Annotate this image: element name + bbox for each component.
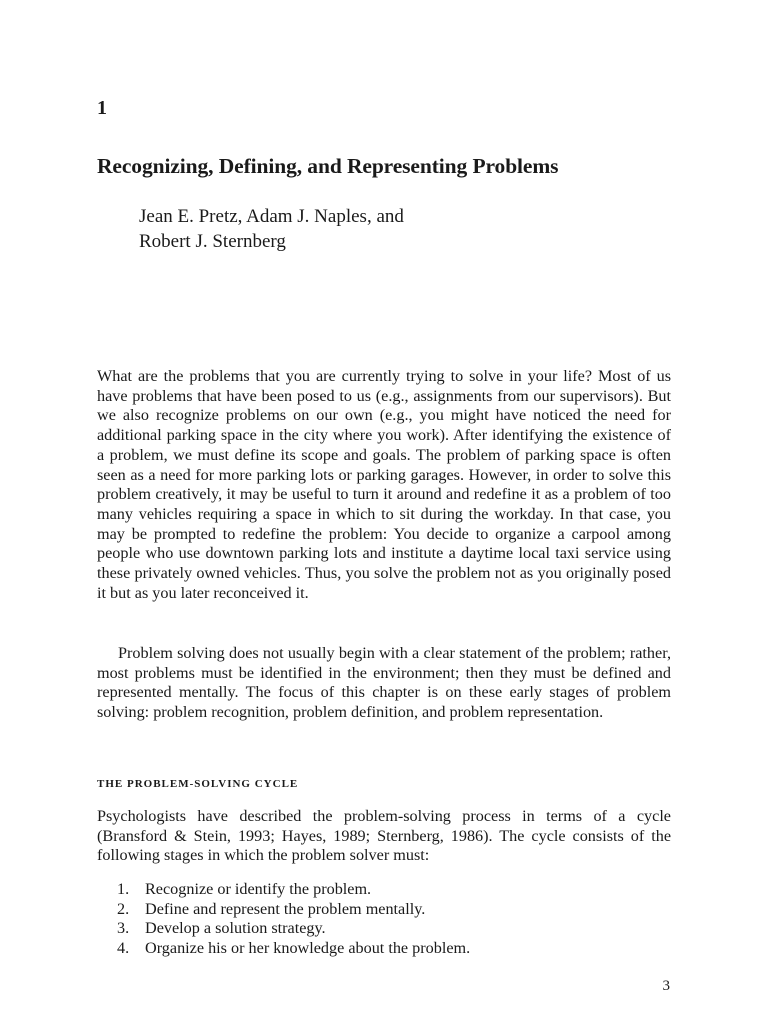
list-item <box>97 880 671 900</box>
authors <box>139 204 404 254</box>
list-item <box>97 939 671 959</box>
chapter-title: Recognizing, Defining, and Representing Problems <box>97 154 559 178</box>
list-item-text: Develop a solution strategy. <box>145 919 326 938</box>
list-item-number: 1. <box>117 880 130 898</box>
list-item-number: 2. <box>117 899 130 918</box>
authors-line-2: Robert J. Sternberg <box>139 231 286 252</box>
page-number: 3 <box>662 978 670 994</box>
paragraph-2: Problem solving does not usually begin with a clear statement of the problem; rather, most problems must be identified in the environment; then they must be defined and represented mentally. The focus of this chapter is on these early stages of problem solving: problem recognition, problem definition, and problem representation. <box>97 644 671 722</box>
list-item-text: Recognize or identify the problem. <box>145 880 372 898</box>
section-heading: the problem-solving cycle <box>97 775 299 791</box>
stage-list <box>97 880 671 959</box>
list-item-number: 3. <box>117 919 130 938</box>
authors-line-1: Jean E. Pretz, Adam J. Naples, and <box>139 206 404 227</box>
list-item <box>97 900 671 920</box>
list-item-text: Organize his or her knowledge about the problem. <box>145 939 471 958</box>
chapter-number: 1 <box>97 97 107 119</box>
list-item-number: 4. <box>117 939 130 958</box>
list-item-text: Define and represent the problem mentally. <box>145 899 426 918</box>
section-intro-paragraph: Psychologists have described the problem-solving process in terms of a cycle (Bransford & Stein, 1993; Hayes, 1989; Sternberg, 1986). The cycle consists of the following stages in which the problem solver must: <box>97 807 671 865</box>
list-item <box>97 919 671 939</box>
paragraph-1: What are the problems that you are currently trying to solve in your life? Most of us have problems that have been posed to us (e.g., assignments from our supervisors). But we also recognize problems on our own (e.g., you might have noticed the need for additional parking space in the city where you work). After identifying the existence of a problem, we must define its scope and goals. The problem of parking space is often seen as a need for more parking lots or parking garages. However, in order to solve this problem creatively, it may be useful to turn it around and redefine it as a problem of too many vehicles requiring a space in which to sit during the workday. In that case, you may be prompted to redefine the problem: You decide to organize a carpool among people who use downtown parking lots and institute a daytime local taxi service using these privately owned vehicles. Thus, you solve the problem not as you originally posed it but as you later reconceived it. <box>97 367 671 602</box>
